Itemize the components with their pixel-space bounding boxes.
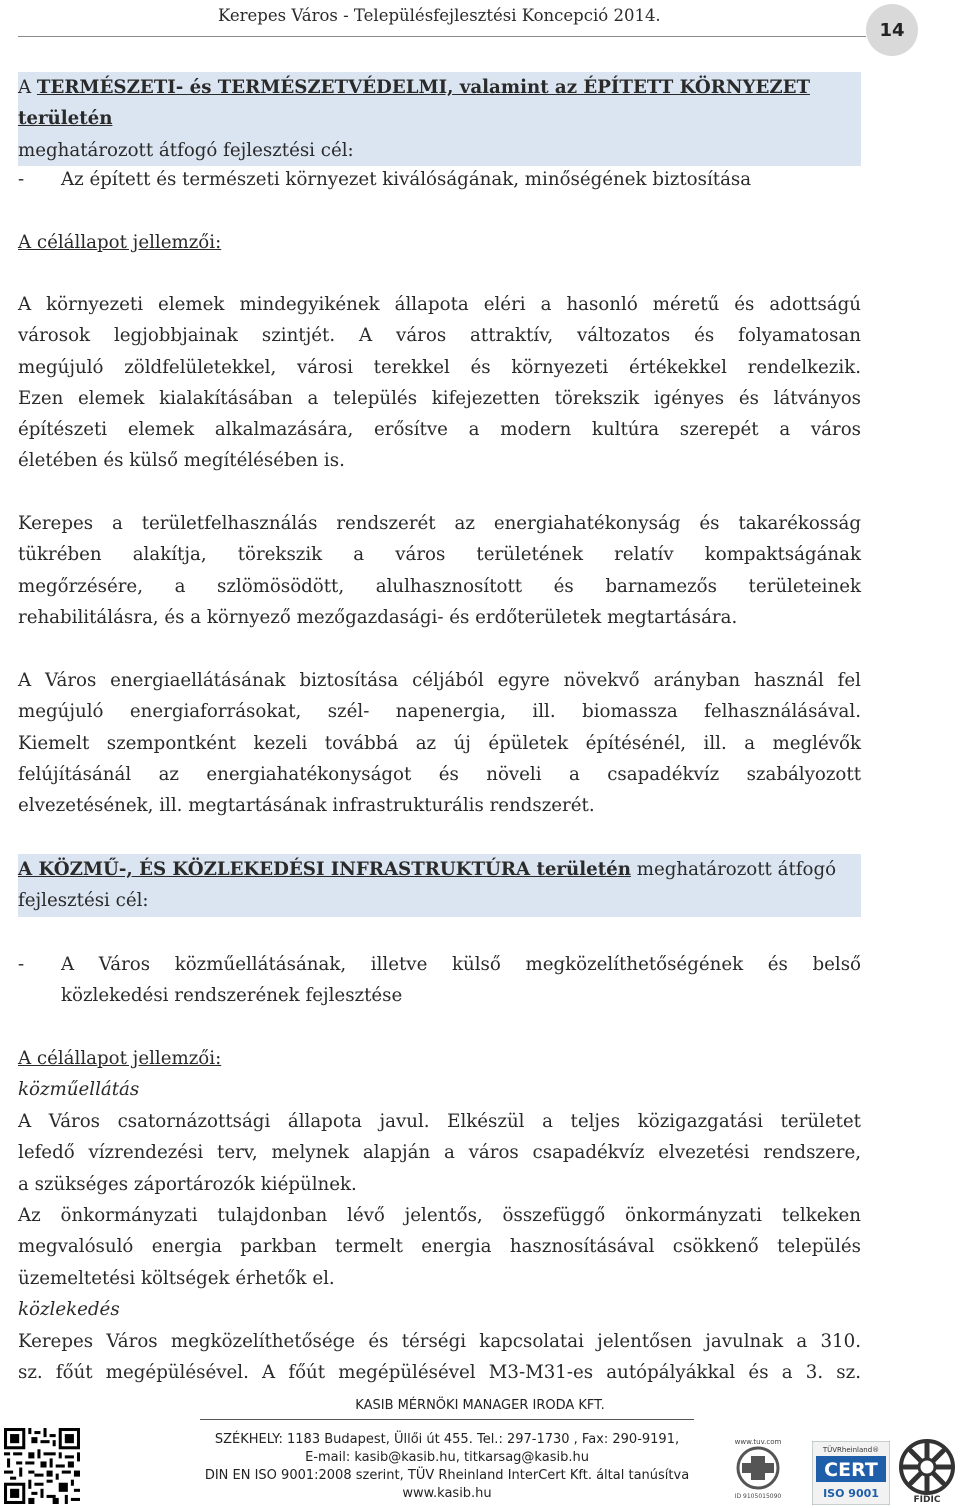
target-heading: A célállapot jellemzői: bbox=[18, 232, 222, 253]
paragraph-environment bbox=[18, 289, 861, 477]
tuv-rheinland-cert-logo-icon bbox=[812, 1441, 890, 1505]
goal-box-infrastructure bbox=[18, 854, 861, 917]
cert-logo-standard: ISO 9001 bbox=[823, 1487, 879, 1500]
paragraph-line: A környezeti elemek mindegyikének állapota eléri a hasonló méretű és adottságú bbox=[18, 294, 861, 315]
paragraph-line: megújuló zöldfelületekkel, városi terekkel és környezeti értékekkel rendelkezik. bbox=[18, 356, 861, 378]
goal-item-infrastructure bbox=[18, 949, 861, 1012]
target-heading: A célállapot jellemzői: bbox=[18, 1048, 222, 1069]
paragraph-land-use bbox=[18, 508, 861, 633]
paragraph-energy-park bbox=[18, 1200, 861, 1294]
paragraph-line: megvalósuló energia parkban termelt energia hasznosításával csökkenő település bbox=[18, 1236, 861, 1258]
paragraph-line: Kiemelt szempontként kezeli továbbá az új épületek építésénél, ill. a meglévők bbox=[18, 732, 861, 754]
paragraph-line: üzemeltetési költségek érhetők el. bbox=[18, 1267, 335, 1289]
paragraph-line: Kerepes Város megközelíthetősége és térségi kapcsolatai jelentősen javulnak a 310. bbox=[18, 1331, 861, 1352]
footer-address: SZÉKHELY: 1183 Budapest, Üllői út 455. Tel.: 297-1730 , Fax: 290-9191, bbox=[214, 1432, 680, 1447]
goal-item-text: Az épített és természeti környezet kiválóságának, minőségének biztosítása bbox=[61, 169, 752, 190]
qr-code-icon bbox=[4, 1428, 80, 1504]
goal-box-area-title: TERMÉSZETI- és TERMÉSZETVÉDELMI, valamint az ÉPÍTETT KÖRNYEZET területén bbox=[18, 77, 810, 130]
paragraph-line: A Város csatornázottsági állapota javul. Elkészül a teljes közigazgatási területet bbox=[18, 1111, 861, 1132]
goal-box-caption: meghatározott átfogó fejlesztési cél: bbox=[18, 139, 354, 161]
paragraph-line: városok legjobbjainak szintjét. A város attraktív, változatos és folyamatosan bbox=[18, 325, 861, 347]
paragraph-line: Kerepes a területfelhasználás rendszerét az energiahatékonyság és takarékosság bbox=[18, 513, 861, 534]
footer-certification: DIN EN ISO 9001:2008 szerint, TÜV Rheinland InterCert Kft. által tanúsítva bbox=[204, 1468, 690, 1483]
tuv-certified-logo-icon bbox=[718, 1436, 798, 1504]
cert-logo-title: CERT bbox=[824, 1459, 878, 1481]
header-divider bbox=[18, 36, 866, 37]
footer-divider bbox=[200, 1419, 694, 1420]
cert-logo-brand: TÜVRheinland® bbox=[822, 1446, 880, 1454]
paragraph-line: A Város energiaellátásának biztosítása céljából egyre növekvő arányban használ fel bbox=[18, 670, 861, 691]
paragraph-line: Az önkormányzati tulajdonban lévő jelentős, összefüggő önkormányzati telkeken bbox=[18, 1205, 861, 1226]
tuv-logo-id: ID 9105015090 bbox=[734, 1493, 782, 1500]
paragraph-line: felújításánál az energiahatékonyságot és növeli a csapadékvíz szabályozott bbox=[18, 763, 861, 785]
footer-email: E-mail: kasib@kasib.hu, titkarsag@kasib.hu bbox=[305, 1450, 589, 1465]
paragraph-energy-supply bbox=[18, 665, 861, 821]
goal-box-area-title: A KÖZMŰ-, ÉS KÖZLEKEDÉSI INFRASTRUKTÚRA területén bbox=[18, 859, 631, 880]
page-number-badge: 14 bbox=[866, 4, 918, 56]
paragraph-line: a szükséges záportározók kiépülnek. bbox=[18, 1173, 357, 1195]
document-header-title: Kerepes Város - Településfejlesztési Koncepció 2014. bbox=[218, 6, 661, 25]
paragraph-transport bbox=[18, 1326, 861, 1389]
paragraph-line: tükrében alakítja, törekszik a város területének relatív kompaktságának bbox=[18, 544, 861, 566]
goal-item-text: közlekedési rendszerének fejlesztése bbox=[61, 985, 403, 1007]
paragraph-line: életében és külső megítélésében is. bbox=[18, 450, 345, 472]
goal-box-prefix: A bbox=[18, 77, 37, 98]
paragraph-line: lefedő vízrendezési terv, melynek alapján a város csapadékvíz elvezetési rendszere, bbox=[18, 1142, 861, 1164]
footer-company-name: KASIB MÉRNÖKI MANAGER IRODA KFT. bbox=[355, 1398, 605, 1413]
paragraph-line: rehabilitálásra, és a környező mezőgazdasági- és erdőterületek megtartására. bbox=[18, 606, 738, 628]
goal-box-caption: meghatározott átfogó bbox=[630, 859, 837, 880]
subheading-transport: közlekedés bbox=[18, 1299, 120, 1320]
goal-box-caption: fejlesztési cél: bbox=[18, 890, 149, 912]
paragraph-line: építészeti elemek alkalmazására, erősítve a modern kultúra szerepét a város bbox=[18, 419, 861, 441]
paragraph-line: megújuló energiaforrásokat, szél- napenergia, ill. biomassza felhasználásával. bbox=[18, 701, 861, 723]
paragraph-line: megőrzésére, a szlömösödött, alulhasznosított és barnamezős területeinek bbox=[18, 575, 861, 597]
list-dash: - bbox=[18, 954, 25, 975]
fidic-logo-icon bbox=[896, 1436, 958, 1504]
goal-box-environment bbox=[18, 72, 861, 166]
footer-website: www.kasib.hu bbox=[402, 1486, 492, 1501]
goal-item-text: A Város közműellátásának, illetve külső megközelíthetőségének és belső bbox=[61, 954, 861, 975]
list-dash: - bbox=[18, 169, 25, 190]
paragraph-line: sz. főút megépülésével. A főút megépülésével M3-M31-es autópályákkal és a 3. sz. bbox=[18, 1362, 861, 1384]
tuv-logo-url: www.tuv.com bbox=[734, 1438, 782, 1446]
subheading-utilities: közműellátás bbox=[18, 1079, 140, 1100]
fidic-logo-label: FIDIC bbox=[913, 1495, 941, 1504]
paragraph-line: elvezetésének, ill. megtartásának infrastrukturális rendszerét. bbox=[18, 795, 595, 817]
goal-item-environment bbox=[18, 164, 861, 195]
paragraph-line: Ezen elemek kialakításában a település kifejezetten törekszik igényes és látványos bbox=[18, 387, 861, 409]
paragraph-utilities bbox=[18, 1106, 861, 1200]
